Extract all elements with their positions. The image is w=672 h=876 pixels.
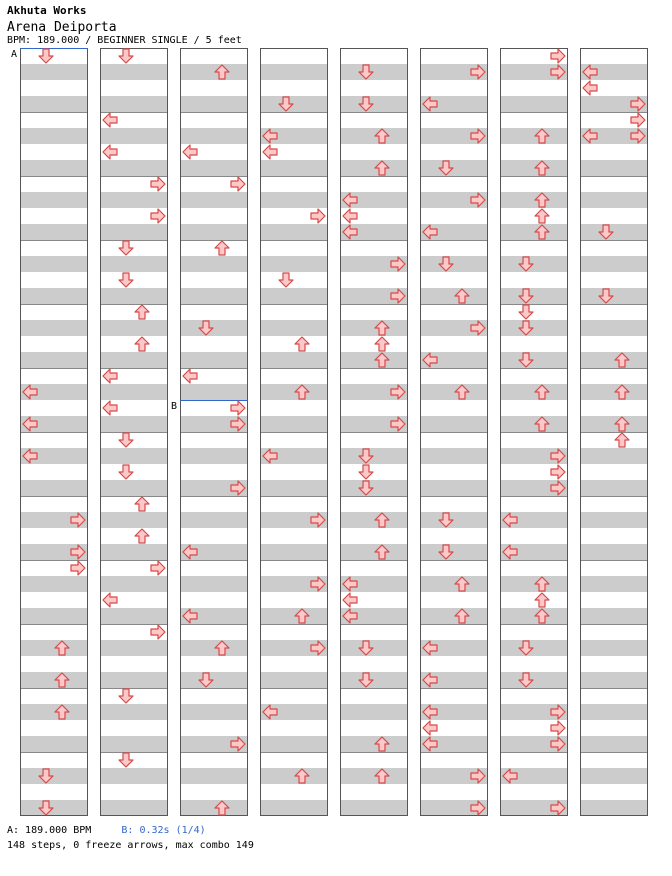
beat-band [500, 256, 568, 272]
arrow-right-icon [151, 209, 165, 223]
arrow-down-icon [39, 49, 53, 63]
arrow-up-icon [135, 337, 149, 351]
arrow-up-icon [215, 241, 229, 255]
beat-band [260, 352, 328, 368]
arrow-up-icon [135, 529, 149, 543]
beat-band [20, 192, 88, 208]
beat-band [180, 672, 248, 688]
beat-band [260, 384, 328, 400]
beat-band [100, 512, 168, 528]
beat-band [260, 608, 328, 624]
beat-band [100, 672, 168, 688]
beat-band [580, 416, 648, 432]
arrow-down-icon [119, 49, 133, 63]
beat-band [340, 128, 408, 144]
beat-band [340, 640, 408, 656]
beat-band [20, 224, 88, 240]
beat-band [260, 544, 328, 560]
beat-band [100, 96, 168, 112]
marker-label-A: A [11, 49, 18, 60]
beat-band [340, 544, 408, 560]
beat-band [180, 384, 248, 400]
beat-band [580, 576, 648, 592]
beat-band [500, 192, 568, 208]
beat-band [340, 672, 408, 688]
arrow-down-icon [519, 305, 533, 319]
beat-band [100, 320, 168, 336]
beat-band [20, 480, 88, 496]
arrow-left-icon [103, 369, 117, 383]
marker-label-B: B [171, 401, 178, 412]
beat-band [580, 320, 648, 336]
beat-band [500, 352, 568, 368]
beat-band [180, 320, 248, 336]
arrow-down-icon [119, 689, 133, 703]
beat-band [260, 800, 328, 816]
arrow-right-icon [151, 177, 165, 191]
chart-column-7 [500, 49, 568, 817]
beat-band [420, 384, 488, 400]
beat-band [20, 704, 88, 720]
beat-band [420, 480, 488, 496]
arrow-up-icon [535, 209, 549, 223]
beat-band [580, 672, 648, 688]
arrow-left-icon [103, 593, 117, 607]
beat-band [420, 512, 488, 528]
beat-band [20, 64, 88, 80]
beat-band [340, 800, 408, 816]
beat-band [180, 768, 248, 784]
arrow-right-icon [231, 401, 245, 415]
beat-band [580, 256, 648, 272]
beat-band [180, 64, 248, 80]
beat-band [100, 288, 168, 304]
beat-band [180, 288, 248, 304]
chart-column-4 [260, 49, 328, 817]
arrow-left-icon [423, 721, 437, 735]
chart-column-1 [20, 49, 88, 817]
beat-band [20, 320, 88, 336]
beat-band [580, 352, 648, 368]
beat-band [340, 736, 408, 752]
beat-band [20, 608, 88, 624]
beat-band [100, 576, 168, 592]
beat-band [180, 256, 248, 272]
beat-band [340, 448, 408, 464]
beat-band [260, 224, 328, 240]
beat-band [500, 640, 568, 656]
arrow-left-icon [103, 113, 117, 127]
beat-band [20, 288, 88, 304]
beat-band [100, 384, 168, 400]
beat-band [260, 288, 328, 304]
chart-column-6 [420, 49, 488, 817]
beat-band [500, 288, 568, 304]
beat-band [420, 544, 488, 560]
arrow-left-icon [343, 209, 357, 223]
beat-band [580, 384, 648, 400]
beat-band [180, 512, 248, 528]
beat-band [180, 160, 248, 176]
beat-band [20, 672, 88, 688]
beat-band [100, 448, 168, 464]
beat-band [580, 288, 648, 304]
beat-band [500, 96, 568, 112]
beat-band [180, 576, 248, 592]
beat-band [20, 160, 88, 176]
arrow-right-icon [551, 465, 565, 479]
beat-band [100, 224, 168, 240]
beat-band [500, 608, 568, 624]
beat-band [100, 192, 168, 208]
beat-band [100, 352, 168, 368]
beat-band [180, 128, 248, 144]
beat-band [420, 288, 488, 304]
beat-band [260, 160, 328, 176]
arrow-right-icon [231, 177, 245, 191]
arrow-up-icon [135, 305, 149, 319]
beat-band [580, 160, 648, 176]
beat-band [500, 160, 568, 176]
arrow-up-icon [535, 593, 549, 607]
beat-band [580, 480, 648, 496]
arrow-down-icon [119, 241, 133, 255]
arrow-right-icon [71, 561, 85, 575]
beat-band [340, 64, 408, 80]
beat-band [420, 256, 488, 272]
arrow-left-icon [183, 145, 197, 159]
arrow-right-icon [151, 561, 165, 575]
arrow-right-icon [551, 49, 565, 63]
beat-band [340, 96, 408, 112]
stop-label: B: 0.32s (1/4) [121, 825, 206, 836]
arrow-down-icon [119, 273, 133, 287]
beat-band [580, 448, 648, 464]
beat-band [20, 256, 88, 272]
arrow-down-icon [279, 273, 293, 287]
arrow-down-icon [119, 465, 133, 479]
beat-band [420, 160, 488, 176]
beat-band [20, 352, 88, 368]
beat-band [260, 192, 328, 208]
arrow-up-icon [375, 337, 389, 351]
beat-band [500, 576, 568, 592]
arrow-up-icon [135, 497, 149, 511]
beat-band [500, 224, 568, 240]
beat-band [340, 352, 408, 368]
beat-band [420, 448, 488, 464]
beat-band [100, 800, 168, 816]
beat-band [100, 704, 168, 720]
arrow-left-icon [583, 81, 597, 95]
beat-band [500, 128, 568, 144]
beat-band [180, 96, 248, 112]
beat-band [100, 736, 168, 752]
chart-column-2 [100, 49, 168, 817]
beat-band [100, 544, 168, 560]
beat-band [260, 736, 328, 752]
beat-band [100, 480, 168, 496]
beat-band [180, 800, 248, 816]
arrow-left-icon [103, 145, 117, 159]
arrow-up-icon [615, 433, 629, 447]
beat-band [580, 224, 648, 240]
arrow-right-icon [311, 209, 325, 223]
beat-band [260, 672, 328, 688]
beat-band [20, 640, 88, 656]
beat-band [100, 128, 168, 144]
beat-band [580, 768, 648, 784]
beat-band [260, 480, 328, 496]
arrow-down-icon [359, 465, 373, 479]
beat-band [340, 160, 408, 176]
arrow-right-icon [631, 113, 645, 127]
chart-column-8 [580, 49, 648, 817]
beat-band [340, 768, 408, 784]
beat-band [20, 736, 88, 752]
chart-column-5 [340, 49, 408, 817]
beat-band [580, 544, 648, 560]
beat-band [260, 416, 328, 432]
beat-band [420, 416, 488, 432]
arrow-down-icon [119, 753, 133, 767]
beat-band [420, 608, 488, 624]
beat-band [180, 704, 248, 720]
beat-band [180, 448, 248, 464]
arrow-left-icon [103, 401, 117, 415]
beat-band [20, 800, 88, 816]
beat-band [100, 160, 168, 176]
arrow-up-icon [295, 337, 309, 351]
beat-band [100, 608, 168, 624]
beat-band [340, 480, 408, 496]
beat-band [180, 352, 248, 368]
bpm-label: A: 189.000 BPM [7, 825, 92, 836]
beat-band [580, 192, 648, 208]
beat-band [420, 576, 488, 592]
chart-info: BPM: 189.000 / BEGINNER SINGLE / 5 feet [7, 35, 242, 46]
beat-band [100, 64, 168, 80]
arrow-right-icon [151, 625, 165, 639]
arrow-left-icon [183, 369, 197, 383]
beat-band [340, 320, 408, 336]
beat-band [500, 384, 568, 400]
arrow-down-icon [119, 433, 133, 447]
beat-band [100, 640, 168, 656]
arrow-right-icon [551, 721, 565, 735]
arrow-left-icon [343, 593, 357, 607]
artist-name: Akhuta Works [7, 4, 87, 17]
beat-band [180, 192, 248, 208]
beat-band [580, 608, 648, 624]
beat-band [100, 256, 168, 272]
beat-band [20, 128, 88, 144]
footer-stats: 148 steps, 0 freeze arrows, max combo 149 [7, 840, 254, 851]
beat-band [580, 640, 648, 656]
beat-band [260, 96, 328, 112]
beat-band [500, 416, 568, 432]
beat-band [180, 224, 248, 240]
beat-band [20, 768, 88, 784]
beat-band [580, 800, 648, 816]
beat-band [260, 64, 328, 80]
beat-band [500, 320, 568, 336]
beat-band [180, 640, 248, 656]
beat-band [100, 416, 168, 432]
beat-band [20, 96, 88, 112]
footer-legend [7, 825, 206, 836]
beat-band [500, 672, 568, 688]
beat-band [580, 736, 648, 752]
beat-band [580, 512, 648, 528]
beat-band [20, 576, 88, 592]
beat-band [340, 512, 408, 528]
beat-band [340, 704, 408, 720]
chart-column-3 [180, 49, 248, 817]
beat-band [260, 256, 328, 272]
beat-band [100, 768, 168, 784]
arrow-left-icon [263, 145, 277, 159]
beat-band [260, 768, 328, 784]
song-title: Arena Deiporta [7, 20, 117, 35]
beat-band [580, 704, 648, 720]
beat-band [260, 320, 328, 336]
